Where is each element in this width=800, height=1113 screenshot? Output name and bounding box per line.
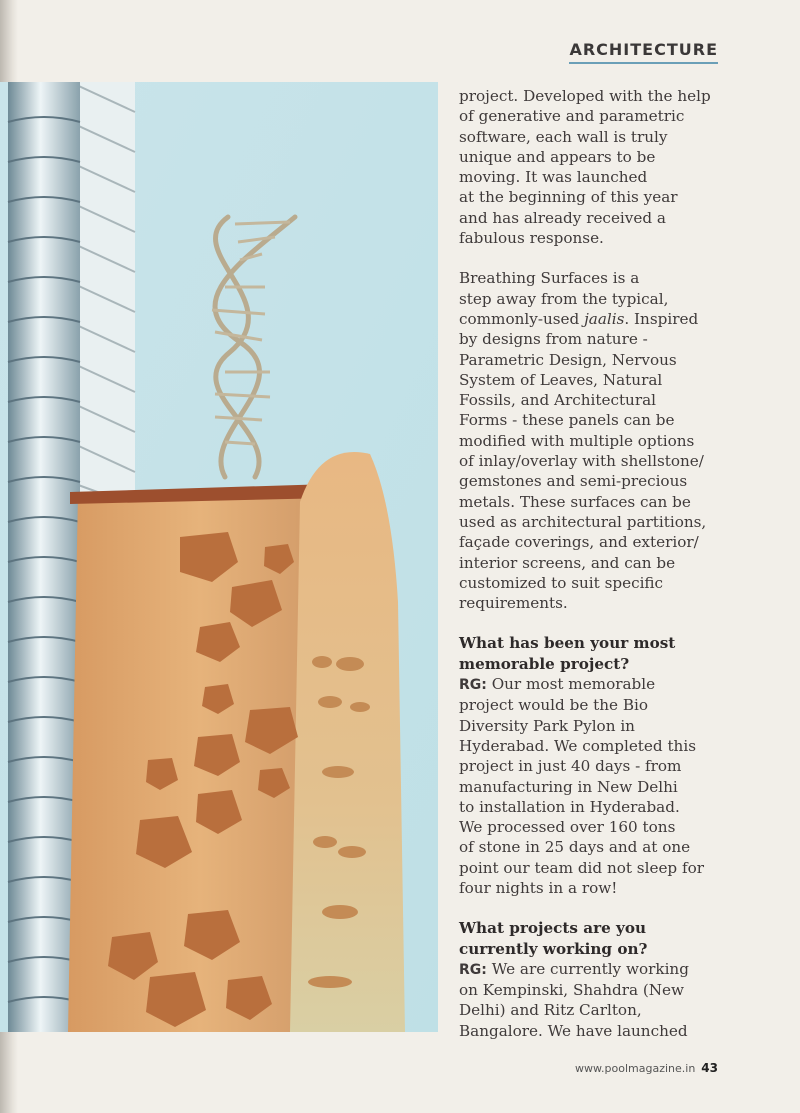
- pylon-photo-illustration: [0, 82, 438, 1032]
- answer-current-text: We are currently working on Kempinski, Shahdra (New Delhi) and Ritz Carlton, Bangalore. We have launched: [459, 959, 689, 1040]
- page-footer: [575, 1061, 718, 1075]
- jaalis-term: jaalis: [584, 309, 625, 328]
- footer-url: www.poolmagazine.in: [575, 1062, 696, 1075]
- answer-speaker-label: RG:: [459, 961, 487, 978]
- page-number: 43: [701, 1061, 718, 1075]
- article-text-column: [459, 86, 749, 1041]
- answer-memorable-text: Our most memorable project would be the Bio Diversity Park Pylon in Hyderabad. We completed this project in just 40 days - from manufacturing in New Delhi to installation in Hyderabad. We processed over 160 tons of stone in 25 days and at one point our team did not sleep for four nights in a row!: [459, 675, 705, 897]
- paragraph-breathing-surfaces: [459, 268, 749, 613]
- question-current-projects: What projects are you currently working on?: [459, 919, 648, 958]
- paragraph-breathing-surfaces-end: . Inspired by designs from nature - Parametric Design, Nervous System of Leaves, Natural Fossils, and Architectural Forms - these panels can be modified with multiple options of inlay/overlay with shellstone/ gemstones and semi-precious metals. These surfaces can be used as architectural partitions, façade coverings, and exterior/ interior screens, and can be customized to suit specific requirements.: [459, 309, 707, 613]
- question-memorable-project: What has been your most memorable project?: [459, 634, 676, 673]
- answer-speaker-label: RG:: [459, 677, 487, 694]
- answer-current-projects: [459, 959, 749, 1041]
- paragraph-breathing-surfaces-start: Breathing Surfaces is a step away from the typical, commonly-used: [459, 269, 669, 328]
- pylon-photo: [0, 82, 438, 1032]
- section-label: ARCHITECTURE: [569, 40, 718, 64]
- answer-memorable-project: [459, 674, 749, 898]
- paragraph-project: project. Developed with the help of generative and parametric software, each wall is truly unique and appears to be moving. It was launched at the beginning of this year and has already received a fabulous response.: [459, 87, 711, 248]
